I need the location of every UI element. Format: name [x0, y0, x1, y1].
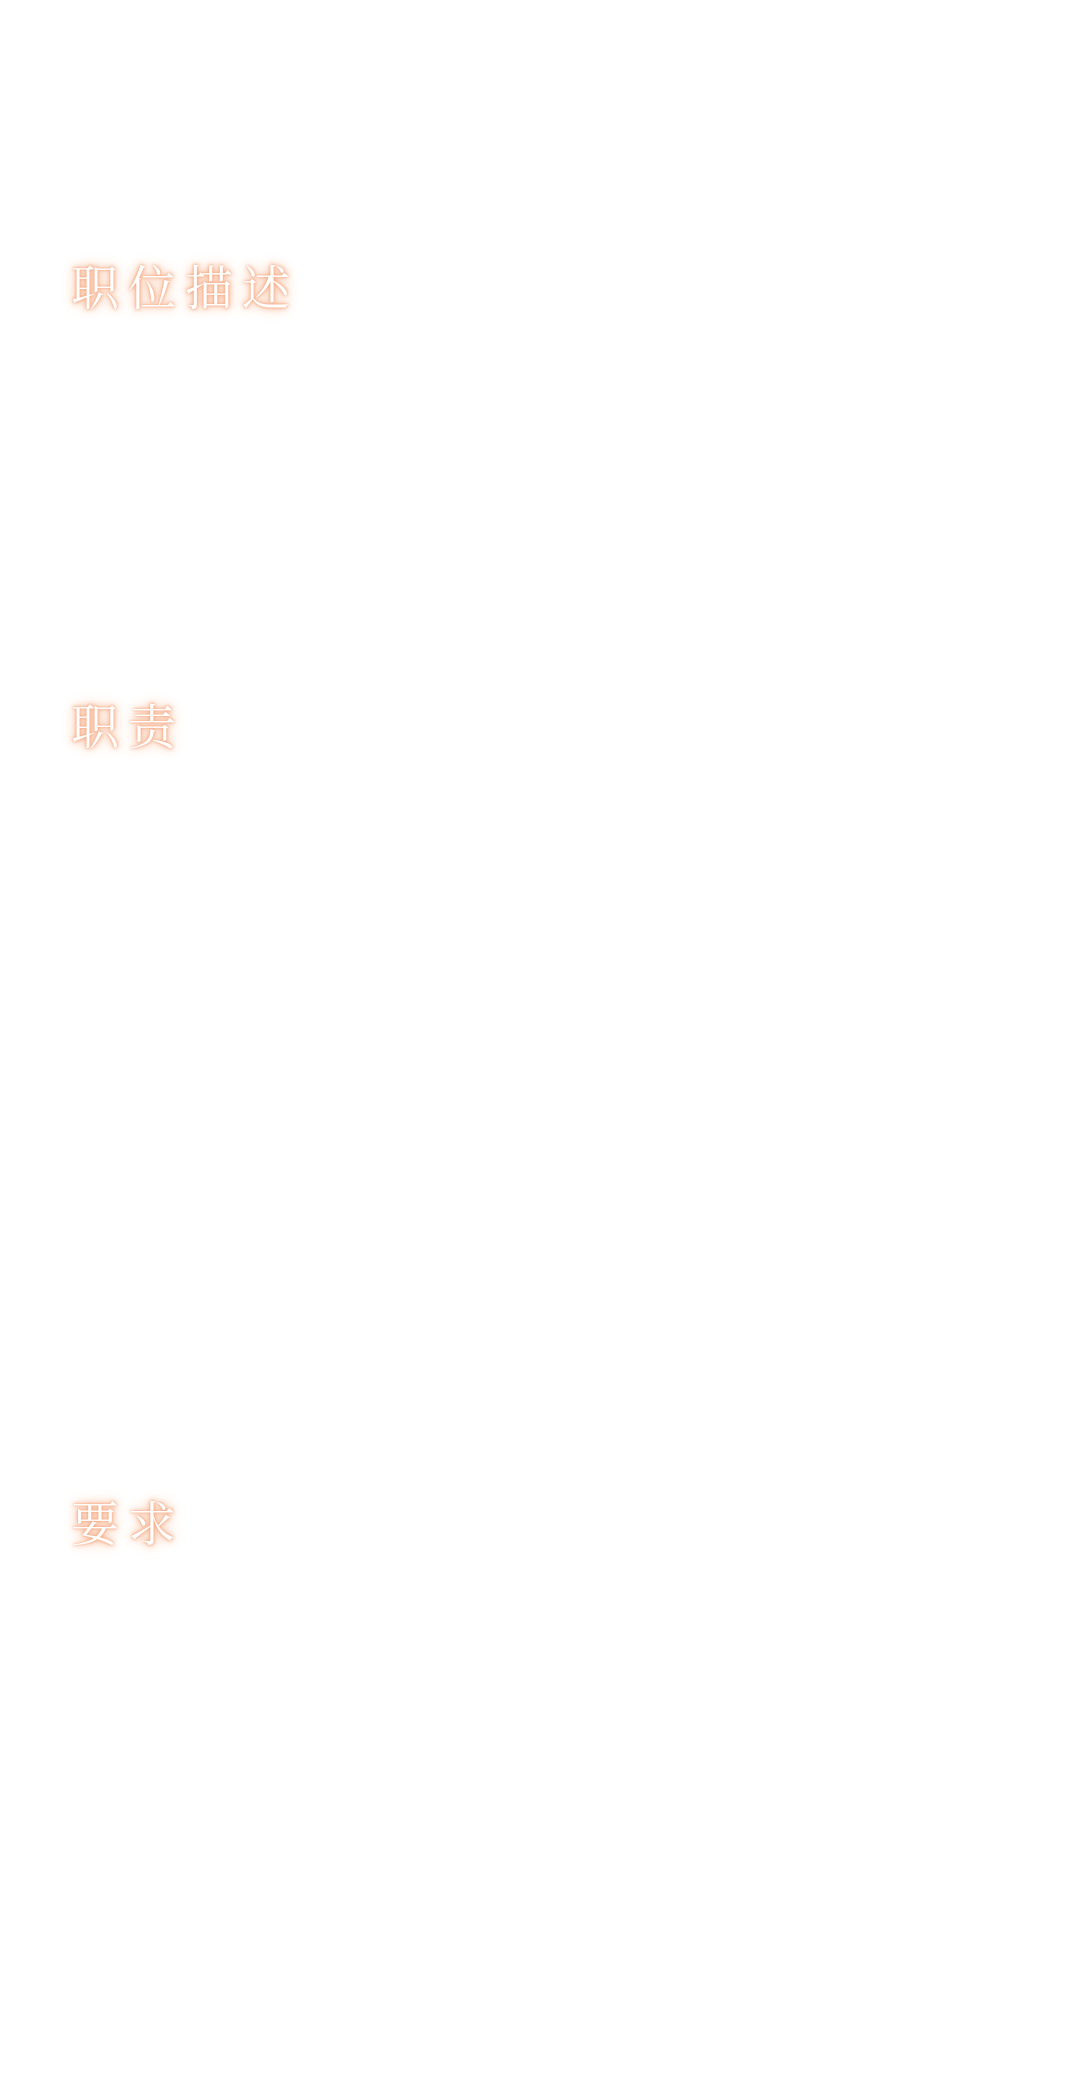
responsibilities-heading: 职责	[71, 700, 186, 756]
responsibilities-body	[71, 780, 1009, 1460]
requirements-heading: 要求	[71, 1497, 186, 1553]
requirements-body	[71, 1576, 1009, 2036]
job-description-body	[71, 340, 1009, 670]
job-description-heading: 职位描述	[71, 261, 300, 317]
